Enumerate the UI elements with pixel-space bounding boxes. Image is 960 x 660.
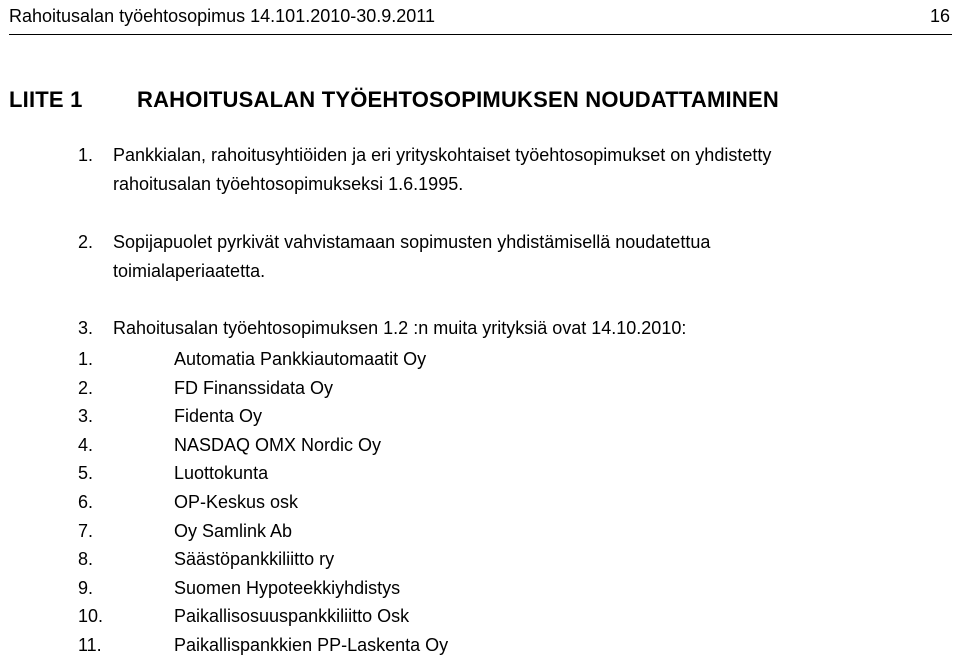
paragraph-line: Pankkialan, rahoitusyhtiöiden ja eri yrityskohtaiset työehtosopimukset on yhdistetty [113,145,772,165]
list-item-number: 4. [78,434,94,455]
company-name: Oy Samlink Ab [174,520,293,541]
list-item-number: 2. [78,377,94,398]
appendix-title: RAHOITUSALAN TYÖEHTOSOPIMUKSEN NOUDATTAMINEN [137,87,779,112]
paragraph-line: Rahoitusalan työehtosopimuksen 1.2 :n muita yrityksiä ovat 14.10.2010: [113,318,687,338]
list-item-number: 3. [78,406,94,427]
paragraph-line: toimialaperiaatetta. [113,261,266,281]
document-title: Rahoitusalan työehtosopimus 14.101.2010-30.9.2011 [9,6,435,26]
paragraph-line: Sopijapuolet pyrkivät vahvistamaan sopimusten yhdistämisellä noudatettua [113,232,711,252]
paragraph-number: 2. [78,232,94,252]
list-item-number: 10. [78,606,104,627]
company-name: FD Finanssidata Oy [174,377,334,398]
list-item-number: 11. [78,634,102,655]
page-number: 16 [929,6,950,26]
company-name: Suomen Hypoteekkiyhdistys [174,577,401,598]
list-item-number: 9. [78,577,94,598]
appendix-label: LIITE 1 [9,87,83,112]
company-name: NASDAQ OMX Nordic Oy [174,434,382,455]
company-name: OP-Keskus osk [174,491,299,512]
list-item-number: 8. [78,549,94,570]
paragraph-number: 1. [78,145,94,165]
company-name: Paikallisosuuspankkiliitto Osk [174,606,410,627]
list-item-number: 7. [78,520,94,541]
list-item-number: 5. [78,463,94,484]
company-name: Säästöpankkiliitto ry [174,549,335,570]
company-name: Automatia Pankkiautomaatit Oy [174,349,427,369]
page-header [9,4,952,35]
list-item-number: 1. [78,349,94,369]
list-item-number: 6. [78,491,94,512]
paragraph-number: 3. [78,318,94,338]
company-name: Paikallispankkien PP-Laskenta Oy [174,634,449,655]
paragraph-line: rahoitusalan työehtosopimukseksi 1.6.1995. [113,174,464,194]
company-name: Fidenta Oy [174,406,263,427]
company-name: Luottokunta [174,463,269,484]
